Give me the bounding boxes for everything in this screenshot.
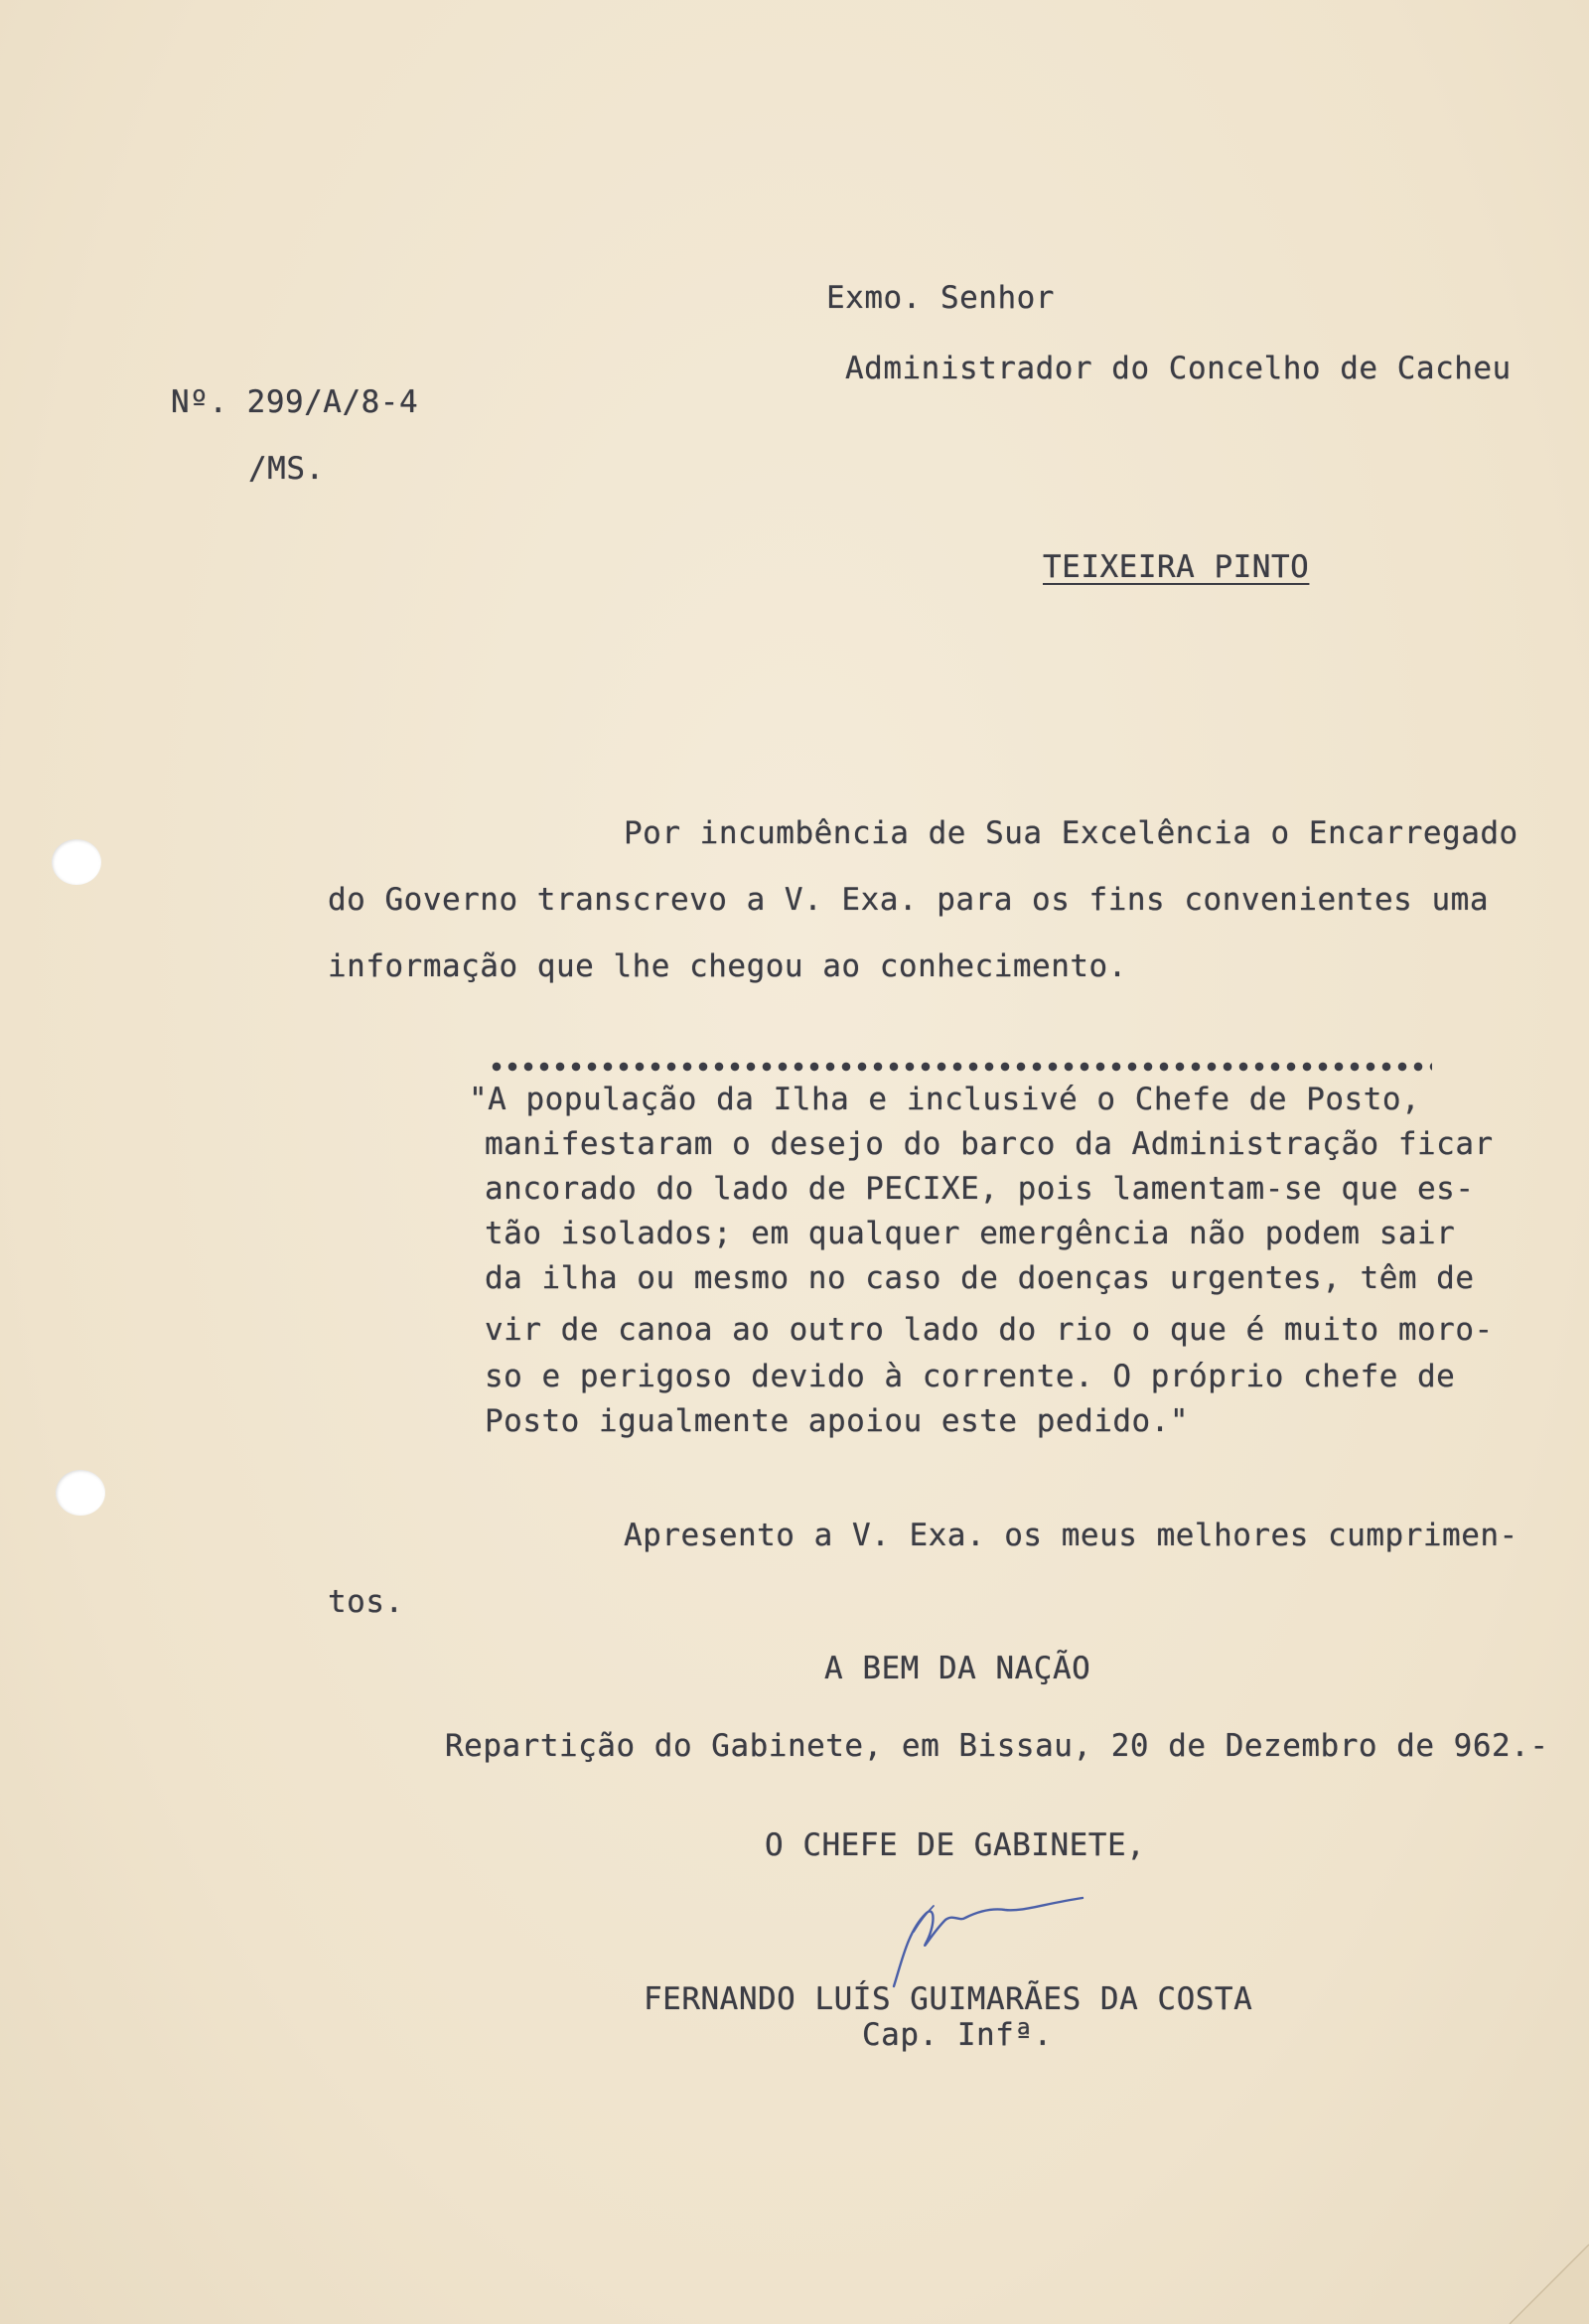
motto: A BEM DA NAÇÃO	[824, 1651, 1091, 1686]
quote-line: Posto igualmente apoiou este pedido."	[485, 1403, 1190, 1439]
quote-line: da ilha ou mesmo no caso de doenças urgentes, têm de	[485, 1260, 1475, 1296]
intro-line: do Governo transcrevo a V. Exa. para os fins convenientes uma	[328, 882, 1489, 918]
quote-line: ancorado do lado de PECIXE, pois lamentam-se que es-	[485, 1171, 1475, 1207]
page-corner-fold	[1500, 2235, 1589, 2324]
recipient-title: Administrador do Concelho de Cacheu	[845, 351, 1512, 386]
signatory-rank: Cap. Infª.	[862, 2017, 1053, 2053]
recipient-location: TEIXEIRA PINTO	[1043, 549, 1310, 585]
quote-line: so e perigoso devido à corrente. O próprio chefe de	[485, 1359, 1456, 1394]
quote-line: vir de canoa ao outro lado do rio o que é muito moro-	[485, 1312, 1494, 1348]
reference-initials: /MS.	[248, 451, 325, 487]
dotted-separator	[489, 1061, 1432, 1073]
signatory-role: O CHEFE DE GABINETE,	[765, 1827, 1146, 1863]
place-date: Repartição do Gabinete, em Bissau, 20 de Dezembro de 962.-	[445, 1728, 1549, 1764]
closing-line: tos.	[328, 1584, 404, 1620]
intro-line: informação que lhe chegou ao conhecimento.	[328, 948, 1127, 984]
recipient-salutation: Exmo. Senhor	[826, 280, 1055, 316]
signatory-name: FERNANDO LUÍS GUIMARÃES DA COSTA	[644, 1981, 1253, 2017]
punch-hole-bottom	[56, 1470, 105, 1516]
reference-number: Nº. 299/A/8-4	[171, 384, 419, 420]
closing-line: Apresento a V. Exa. os meus melhores cumprimen-	[624, 1518, 1518, 1553]
quote-line: manifestaram o desejo do barco da Administração ficar	[485, 1126, 1494, 1162]
intro-line: Por incumbência de Sua Excelência o Encarregado	[624, 815, 1518, 851]
quote-line: tão isolados; em qualquer emergência não podem sair	[485, 1216, 1456, 1251]
quote-line: "A população da Ilha e inclusivé o Chefe de Posto,	[469, 1082, 1421, 1117]
punch-hole-top	[52, 839, 101, 885]
